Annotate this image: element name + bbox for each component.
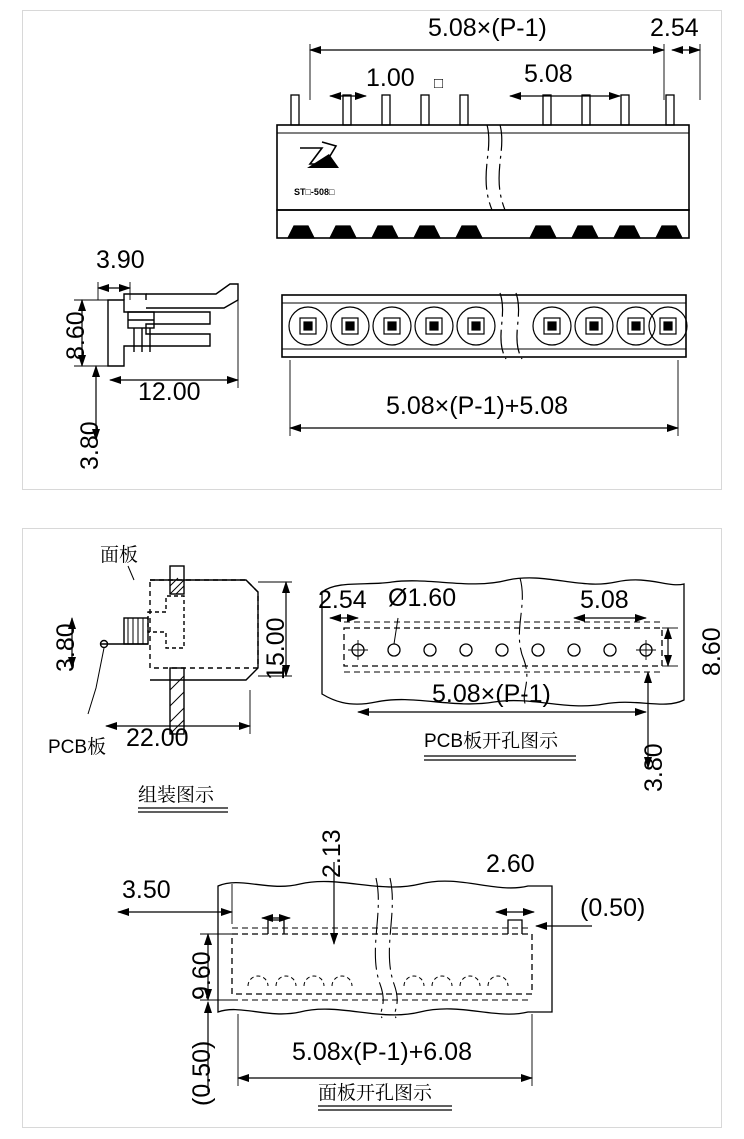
dim-assembly-depth: 22.00 <box>126 724 189 752</box>
dim-pcb-height: 8.60 <box>698 627 726 676</box>
dim-depth: 12.00 <box>138 378 201 406</box>
dim-panel-left-margin: 3.50 <box>122 876 171 904</box>
dim-panel-width: 5.08x(P-1)+6.08 <box>292 1038 472 1066</box>
caption-pcb-cutout: PCB板开孔图示 <box>424 731 559 752</box>
dim-panel-clearance-bottom: (0.50) <box>188 1040 216 1106</box>
caption-assembly: 组装图示 <box>138 785 215 806</box>
dim-body-width: 3.90 <box>96 246 145 274</box>
dim-assembly-pin-length: 3.80 <box>52 623 80 672</box>
dim-pcb-pitch: 5.08 <box>580 586 629 614</box>
dim-pcb-edge: 2.54 <box>318 586 367 614</box>
label-pcb: PCB板 <box>48 737 107 758</box>
dim-bottom-overall: 5.08×(P-1)+5.08 <box>386 392 569 420</box>
dim-hole-diameter: Ø1.60 <box>388 584 457 612</box>
dim-pitch: 5.08 <box>524 60 573 88</box>
dim-body-height: 8.60 <box>62 311 90 360</box>
part-marking: ST□-508□ <box>294 187 335 197</box>
dim-pin-length: 3.80 <box>76 421 104 470</box>
dim-panel-height: 9.60 <box>188 951 216 1000</box>
dim-assembly-height: 15.00 <box>262 617 290 680</box>
caption-panel-cutout: 面板开孔图示 <box>318 1083 433 1104</box>
dim-overall-pitch-span: 5.08×(P-1) <box>428 14 547 42</box>
dim-panel-notch-right: 2.60 <box>486 850 535 878</box>
dim-panel-notch-position: 2.13 <box>318 829 346 878</box>
dim-pcb-offset: 3.80 <box>640 743 668 792</box>
dim-pcb-span: 5.08×(P-1) <box>432 680 551 708</box>
dim-end-margin: 2.54 <box>650 14 699 42</box>
dim-pin-width: 1.00 <box>366 64 415 92</box>
square-symbol: □ <box>434 75 444 92</box>
dim-panel-clearance-right: (0.50) <box>580 894 646 922</box>
label-panel: 面板 <box>100 545 139 566</box>
